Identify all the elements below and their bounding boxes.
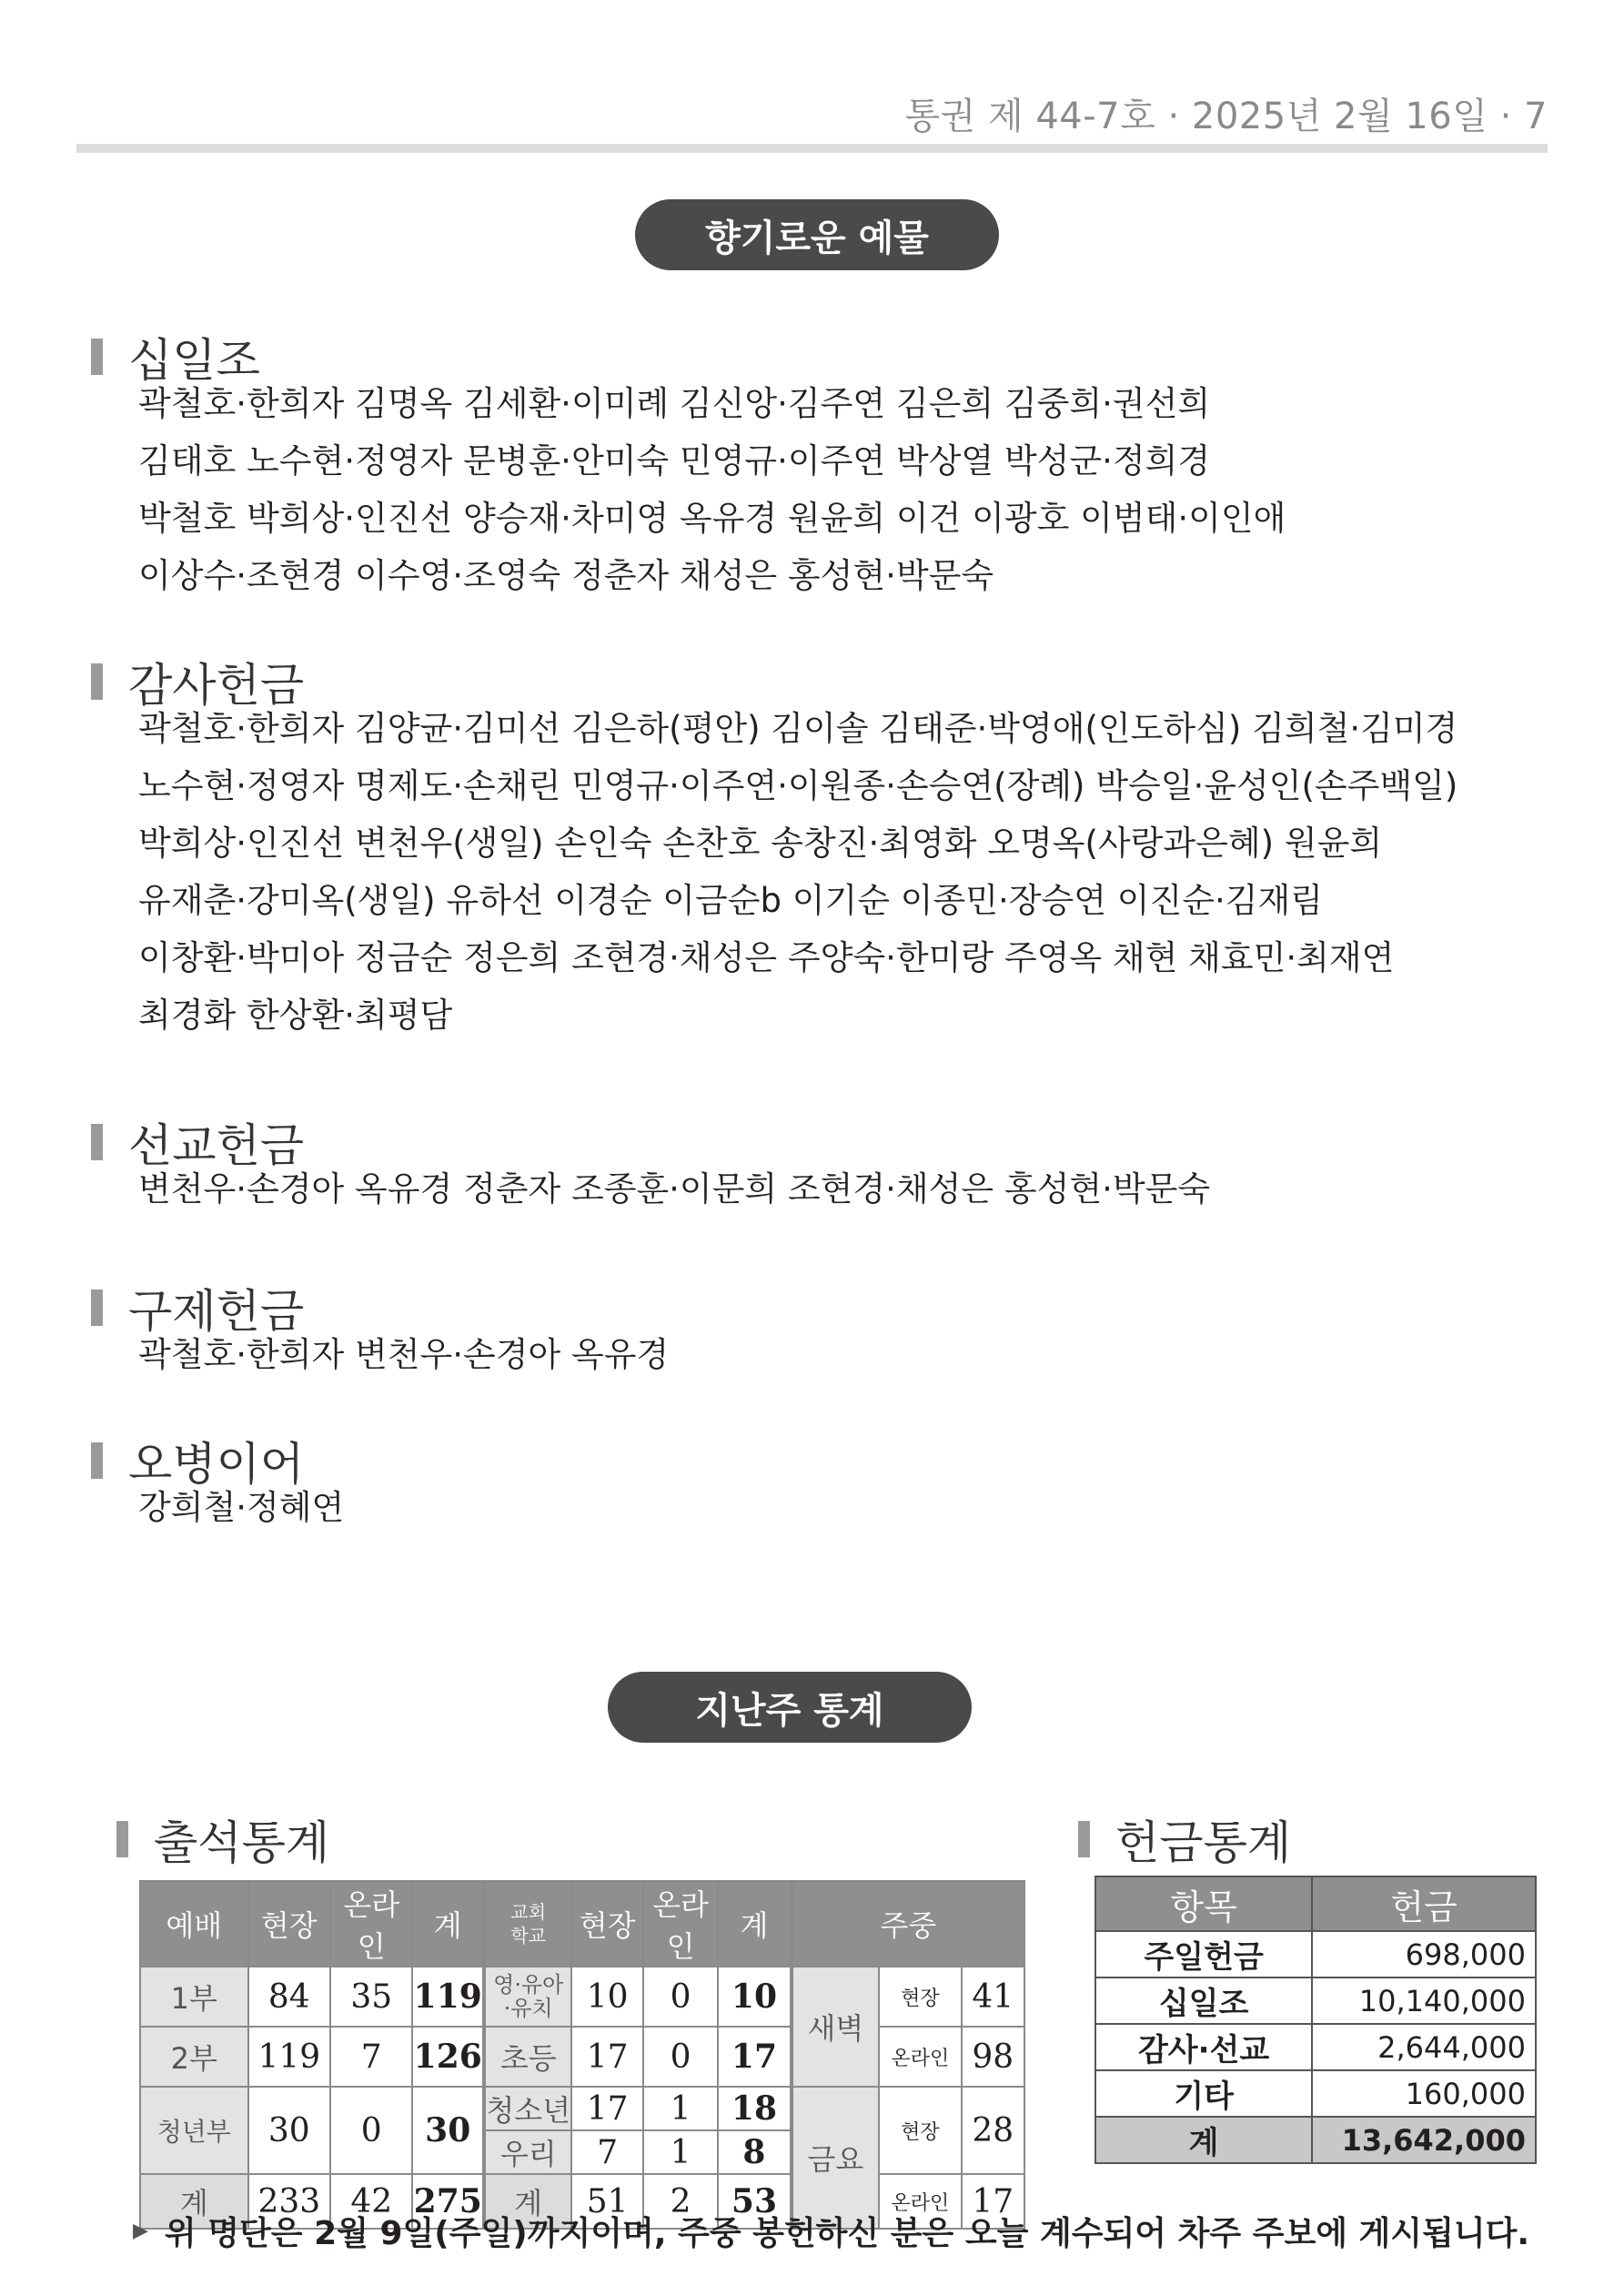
section-title: 십일조 <box>128 334 260 387</box>
school-label-line: 영·유아 <box>493 1972 564 1998</box>
school-online: 1 <box>643 2087 718 2130</box>
section-marker <box>1078 1821 1090 1857</box>
weekday-online-label: 온라인 <box>879 2027 961 2087</box>
offering-amount: 10,140,000 <box>1312 1977 1536 2024</box>
section-title: 구제헌금 <box>128 1285 305 1338</box>
section-marker <box>116 1821 128 1857</box>
school-total: 17 <box>718 2027 791 2087</box>
col-header-service: 예배 <box>140 1881 248 1967</box>
school-label: 초등 <box>484 2027 571 2087</box>
table-header-row <box>1095 1876 1536 1931</box>
table-row <box>1095 2070 1536 2117</box>
section-names-five-loaves <box>138 1479 344 1536</box>
school-label-line: ·유치 <box>503 1996 553 2021</box>
worship-total: 30 <box>412 2087 484 2174</box>
offering-amount: 13,642,000 <box>1312 2117 1536 2163</box>
section-title: 감사헌금 <box>128 659 305 712</box>
offering-item: 계 <box>1095 2117 1312 2163</box>
weekday-onsite: 41 <box>962 1967 1024 2027</box>
worship-onsite: 119 <box>248 2027 330 2087</box>
col-header-online: 온라인 <box>330 1881 412 1967</box>
attendance-heading <box>116 1806 329 1872</box>
offering-stats-heading <box>1078 1806 1291 1872</box>
school-label: 청소년 <box>484 2087 571 2130</box>
name-line: 노수현·정영자 명제도·손채린 민영규·이주연·이원종·손승연(장례) 박승일·윤성인(손주백일) <box>138 766 1458 805</box>
worship-onsite: 30 <box>248 2087 330 2174</box>
offerings-title-badge: 향기로운 예물 <box>635 199 999 270</box>
table-row <box>140 2027 1024 2058</box>
offering-stats-table <box>1094 1876 1537 2164</box>
section-names-relief <box>138 1326 669 1383</box>
stats-title-badge: 지난주 통계 <box>608 1672 972 1743</box>
col-header-amount: 헌금 <box>1312 1876 1536 1931</box>
section-marker <box>91 1290 103 1326</box>
col-header-total: 계 <box>718 1881 791 1967</box>
weekday-online: 17 <box>962 2174 1024 2229</box>
offering-item: 기타 <box>1095 2070 1312 2117</box>
name-line: 김태호 노수현·정영자 문병훈·안미숙 민영규·이주연 박상열 박성군·정희경 <box>138 441 1211 480</box>
worship-total: 119 <box>412 1967 484 2027</box>
school-total: 8 <box>718 2130 791 2174</box>
school-onsite: 7 <box>571 2130 642 2174</box>
worship-label: 2부 <box>140 2027 248 2087</box>
section-names-thanksgiving <box>138 700 1458 1044</box>
header-divider <box>76 144 1548 153</box>
worship-online: 42 <box>330 2174 412 2229</box>
church-school-label-2: 학교 <box>510 1925 547 1947</box>
offering-amount: 2,644,000 <box>1312 2024 1536 2070</box>
worship-total: 275 <box>412 2174 484 2229</box>
weekday-label: 새벽 <box>792 1967 879 2087</box>
offering-amount: 160,000 <box>1312 2070 1536 2117</box>
section-names-mission <box>138 1160 1210 1218</box>
school-label <box>484 1967 571 2027</box>
school-online: 2 <box>643 2174 718 2229</box>
offering-item: 십일조 <box>1095 1977 1312 2024</box>
col-header-church-school <box>484 1881 571 1967</box>
name-line: 곽철호·한희자 변천우·손경아 옥유경 <box>138 1335 670 1374</box>
school-onsite: 17 <box>571 2087 642 2130</box>
section-names-tithe <box>138 375 1286 604</box>
col-header-total: 계 <box>412 1881 484 1967</box>
offering-amount: 698,000 <box>1312 1931 1536 1977</box>
weekday-label: 금요 <box>792 2087 879 2229</box>
col-header-onsite: 현장 <box>571 1881 642 1967</box>
school-total: 10 <box>718 1967 791 2027</box>
footnote-text: 위 명단은 2월 9일(주일)까지이며, 주중 봉헌하신 분은 오늘 계수되어 차주 주보에 게시됩니다. <box>164 2215 1530 2252</box>
school-onsite: 17 <box>571 2027 642 2087</box>
attendance-table <box>139 1880 1025 2230</box>
section-marker <box>91 1124 103 1160</box>
col-header-online: 온라인 <box>643 1881 718 1967</box>
name-line: 강희철·정혜연 <box>138 1488 345 1527</box>
col-header-weekday: 주중 <box>792 1881 1024 1967</box>
worship-onsite: 233 <box>248 2174 330 2229</box>
table-row <box>1095 1977 1536 2024</box>
section-title: 출석통계 <box>154 1816 330 1869</box>
name-line: 곽철호·한희자 김양균·김미선 김은하(평안) 김이솔 김태준·박영애(인도하심) 김희철·김미경 <box>138 709 1458 748</box>
section-title: 오병이어 <box>128 1438 305 1491</box>
table-row <box>140 2087 1024 2130</box>
school-total: 18 <box>718 2087 791 2130</box>
col-header-onsite: 현장 <box>248 1881 330 1967</box>
triangle-bullet-icon: ▶ <box>133 2220 148 2242</box>
school-total: 53 <box>718 2174 791 2229</box>
school-onsite: 51 <box>571 2174 642 2229</box>
table-row <box>140 2174 1024 2201</box>
table-total-row <box>1095 2117 1536 2163</box>
worship-onsite: 84 <box>248 1967 330 2027</box>
name-line: 곽철호·한희자 김명옥 김세환·이미례 김신앙·김주연 김은희 김중희·권선희 <box>138 384 1211 423</box>
name-line: 최경화 한상환·최평담 <box>138 996 453 1035</box>
school-label: 계 <box>484 2174 571 2229</box>
table-row <box>140 1967 1024 1998</box>
name-line: 이창환·박미아 정금순 정은희 조현경·채성은 주양숙·한미랑 주영옥 채현 채효민·최재연 <box>138 938 1395 977</box>
name-line: 이상수·조현경 이수영·조영숙 정춘자 채성은 홍성현·박문숙 <box>138 556 994 595</box>
table-row <box>1095 2024 1536 2070</box>
footnote <box>133 2208 1529 2254</box>
offering-item: 주일헌금 <box>1095 1931 1312 1977</box>
offering-item: 감사·선교 <box>1095 2024 1312 2070</box>
school-online: 0 <box>643 2027 718 2087</box>
weekday-onsite: 28 <box>962 2087 1024 2174</box>
church-school-label-1: 교회 <box>510 1901 547 1923</box>
name-line: 변천우·손경아 옥유경 정춘자 조종훈·이문희 조현경·채성은 홍성현·박문숙 <box>138 1169 1211 1209</box>
school-onsite: 10 <box>571 1967 642 2027</box>
weekday-onsite-label: 현장 <box>879 1967 961 2027</box>
name-line: 유재춘·강미옥(생일) 유하선 이경순 이금순b 이기순 이종민·장승연 이진순·김재림 <box>138 881 1323 920</box>
table-header-row <box>140 1881 1024 1967</box>
section-marker <box>91 1442 103 1479</box>
school-online: 0 <box>643 1967 718 2027</box>
worship-online: 0 <box>330 2087 412 2174</box>
weekday-onsite-label: 현장 <box>879 2087 961 2174</box>
section-title: 선교헌금 <box>128 1119 305 1172</box>
weekday-online: 98 <box>962 2027 1024 2087</box>
name-line: 박철호 박희상·인진선 양승재·차미영 옥유경 원윤희 이건 이광호 이범태·이인애 <box>138 499 1286 538</box>
col-header-item: 항목 <box>1095 1876 1312 1931</box>
page-header: 통권 제 44-7호 · 2025년 2월 16일 · 7 <box>904 96 1548 137</box>
worship-total: 126 <box>412 2027 484 2087</box>
worship-label: 청년부 <box>140 2087 248 2174</box>
worship-label: 1부 <box>140 1967 248 2027</box>
section-title: 헌금통계 <box>1115 1816 1292 1869</box>
section-marker <box>91 339 103 375</box>
section-marker <box>91 663 103 700</box>
name-line: 박희상·인진선 변천우(생일) 손인숙 손찬호 송창진·최영화 오명옥(사랑과은혜) 원윤희 <box>138 824 1383 863</box>
worship-online: 35 <box>330 1967 412 2027</box>
school-label: 우리 <box>484 2130 571 2174</box>
weekday-online-label: 온라인 <box>879 2174 961 2229</box>
table-row <box>1095 1931 1536 1977</box>
school-online: 1 <box>643 2130 718 2174</box>
worship-label: 계 <box>140 2174 248 2229</box>
worship-online: 7 <box>330 2027 412 2087</box>
